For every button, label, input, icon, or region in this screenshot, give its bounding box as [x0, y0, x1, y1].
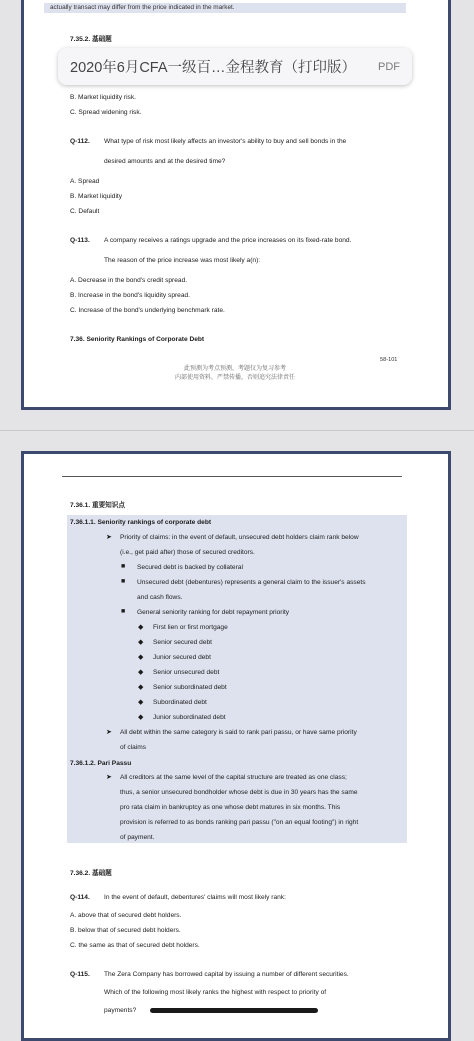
- page-number: 58-101: [380, 357, 398, 363]
- body-text: of claims: [120, 744, 147, 751]
- section-heading: 7.36. Seniority Rankings of Corporate Debt: [70, 336, 205, 343]
- question-text: What type of risk most likely affects an investor's ability to buy and sell bonds in the: [104, 138, 347, 145]
- body-text: pro rata claim in bankruptcy as one whose debt matures in six months. This: [120, 804, 341, 811]
- list-item: First lien or first mortgage: [153, 624, 228, 631]
- option-text: B. below that of secured debt holders.: [70, 927, 181, 934]
- question-label: Q-113.: [70, 237, 90, 244]
- diamond-bullet-icon: ◆: [138, 669, 144, 676]
- diamond-bullet-icon: ◆: [138, 624, 144, 631]
- footer-watermark: [150, 364, 320, 382]
- arrow-bullet-icon: ➤: [106, 729, 112, 736]
- question-text: In the event of default, debentures' claims will most likely rank:: [104, 894, 286, 901]
- file-type-label: PDF: [378, 60, 400, 73]
- body-text: Secured debt is backed by collateral: [137, 564, 243, 571]
- subsection-heading: 7.36.1.1. Seniority rankings of corporate debt: [70, 519, 212, 526]
- option-text: C. Increase of the bond's underlying benchmark rate.: [70, 307, 225, 314]
- list-item: Senior unsecured debt: [153, 669, 220, 676]
- square-bullet-icon: ■: [121, 578, 126, 585]
- document-title: 2020年6月CFA一级百…金程教育（打印版）: [70, 60, 357, 76]
- body-text: Priority of claims: in the event of default, unsecured debt holders claim rank below: [120, 534, 359, 541]
- question-text: payments?: [104, 1007, 137, 1014]
- top-line-text: actually transact may differ from the price indicated in the market.: [44, 3, 406, 13]
- home-indicator[interactable]: [150, 1008, 318, 1013]
- question-text: The Zera Company has borrowed capital by issuing a number of different securities.: [104, 971, 349, 978]
- square-bullet-icon: ■: [121, 563, 126, 570]
- option-text: A. above that of secured debt holders.: [70, 912, 182, 919]
- question-text: The reason of the price increase was most likely a(n):: [104, 257, 261, 264]
- body-text: All debt within the same category is said to rank pari passu, or have same priority: [120, 729, 357, 736]
- question-text: Which of the following most likely ranks the highest with respect to priority of: [104, 989, 327, 996]
- document-header-bar[interactable]: [58, 48, 412, 85]
- question-label: Q-115.: [70, 971, 90, 978]
- option-text: B. Market liquidity: [70, 193, 123, 200]
- option-text: B. Market liquidity risk.: [70, 94, 136, 101]
- section-heading: 7.36.2. 基础题: [70, 870, 112, 877]
- watermark-line: 内部使用资料，严禁传播，否则追究法律责任: [174, 374, 295, 381]
- arrow-bullet-icon: ➤: [106, 774, 112, 781]
- section-heading: 7.36.1. 重要知识点: [70, 502, 125, 509]
- option-text: B. Increase in the bond's liquidity spread.: [70, 292, 191, 299]
- option-text: A. Decrease in the bond's credit spread.: [70, 277, 188, 284]
- list-item: Junior subordinated debt: [153, 714, 226, 721]
- watermark-line: 此预测为考点预测，考题仅为复习参考: [183, 365, 286, 372]
- list-item: Junior secured debt: [153, 654, 211, 661]
- question-label: Q-114.: [70, 894, 90, 901]
- list-item: Senior subordinated debt: [153, 684, 227, 691]
- question-text: A company receives a ratings upgrade and the price increases on its fixed-rate bond.: [104, 237, 352, 244]
- square-bullet-icon: ■: [121, 608, 126, 615]
- list-item: Subordinated debt: [153, 699, 207, 706]
- section-heading: 7.35.2. 基础题: [70, 36, 112, 43]
- body-text: of payment.: [120, 834, 155, 841]
- option-text: C. the same as that of secured debt holders.: [70, 942, 200, 949]
- body-text: thus, a senior unsecured bondholder whose debt is due in 30 years has the same: [120, 789, 358, 796]
- diamond-bullet-icon: ◆: [138, 699, 144, 706]
- diamond-bullet-icon: ◆: [138, 654, 144, 661]
- header-rule: [62, 476, 402, 477]
- subsection-heading: 7.36.1.2. Pari Passu: [70, 760, 132, 767]
- arrow-bullet-icon: ➤: [106, 534, 112, 541]
- list-item: Senior secured debt: [153, 639, 213, 646]
- body-text: General seniority ranking for debt repayment priority: [137, 609, 290, 616]
- option-text: C. Spread widening risk.: [70, 109, 142, 116]
- diamond-bullet-icon: ◆: [138, 684, 144, 691]
- diamond-bullet-icon: ◆: [138, 714, 144, 721]
- page-separator: [0, 430, 474, 431]
- body-text: (i.e., get paid after) those of secured creditors.: [120, 549, 255, 556]
- body-text: provision is referred to as bonds ranking pari passu ("on an equal footing") in right: [120, 819, 359, 826]
- option-text: C. Default: [70, 208, 100, 215]
- body-text: All creditors at the same level of the capital structure are treated as one class;: [120, 774, 347, 781]
- body-text: Unsecured debt (debentures) represents a general claim to the issuer's assets: [137, 579, 366, 586]
- question-label: Q-112.: [70, 138, 90, 145]
- question-text: desired amounts and at the desired time?: [104, 158, 226, 165]
- option-text: A. Spread: [70, 178, 100, 185]
- body-text: and cash flows.: [137, 594, 183, 601]
- diamond-bullet-icon: ◆: [138, 639, 144, 646]
